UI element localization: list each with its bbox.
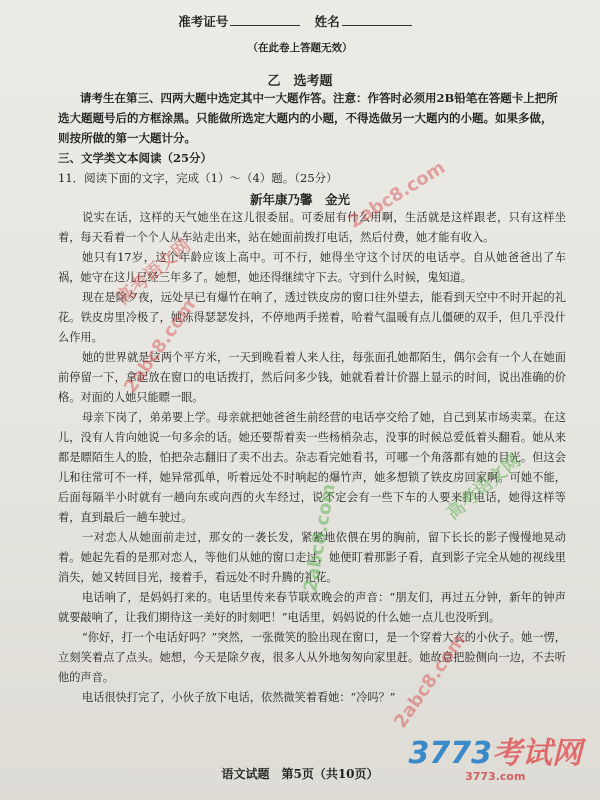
instructions: 请考生在第三、四两大题中选定其中一大题作答。注意：作答时必须用2B铅笔在答题卡上把所选大题题号后的方框涂黑。只能做所选定大题内的小题，不得选做另一大题内的小题。如果多做，则按所做的第一大题计分。 — [58, 91, 558, 145]
exam-id-blank — [230, 25, 300, 26]
question-11: 11．阅读下面的文字，完成（1）～（4）题。（25分） — [58, 171, 338, 185]
story-paragraph: 她只有17岁，这个年龄应该上高中。可不行，她得坐守这个讨厌的电话亭。自从她爸爸出了车祸，她守在这儿已经三年多了。她想，她还得继续守下去。守到什么时候，鬼知道。 — [58, 251, 566, 284]
watermark: 2abc8.com — [390, 630, 470, 733]
exam-id-label: 准考证号 — [178, 14, 229, 29]
part-heading: 三、文学类文本阅读（25分） — [58, 151, 213, 165]
story-paragraph: 电话很快打完了，小伙子放下电话，依然微笑着看她：“冷吗？” — [82, 691, 396, 704]
story-paragraph: 现在是除夕夜，远处早已有爆竹在响了，透过铁皮房的窗口往外望去，能看到天空中不时开起的礼花。铁皮房里冷极了，她冻得瑟瑟发抖，不停地两手搓着，哈着气温暖有点儿僵硬的双手，但几乎没什么作用。 — [58, 291, 566, 344]
logo-url: 3773.com — [465, 770, 526, 783]
logo-number: 3773 — [408, 736, 492, 771]
name-blank — [342, 25, 412, 26]
watermark: 高考语文网 — [112, 235, 196, 310]
story-paragraph: 一对恋人从她面前走过，那女的一袭长发，紧紧地依偎在男的胸前，留下长长的影子慢慢地晃动着。她起先看的是那对恋人，等他们从她的窗口走过，她便盯着那影子看，直到影子完全从她的视线里消失，她又转回目光，接着手，看远处不时升腾的礼花。 — [58, 531, 566, 584]
watermark: 2abc8.com — [300, 482, 340, 594]
page-header — [0, 12, 600, 55]
watermark: 2abc8.com — [120, 295, 200, 398]
watermark: 2abc8.com — [345, 157, 449, 233]
header-note: （在此卷上答题无效） — [247, 42, 353, 54]
story-title: 新年康乃馨 金光 — [249, 192, 350, 207]
watermark: 高考语文网 — [442, 450, 526, 525]
story-paragraph: 电话响了，是妈妈打来的。电话里传来春节联欢晚会的声音：“朋友们，再过五分钟，新年的钟声就要敲响了，让我们期待这一美好的时刻吧！”电话里，妈妈说的什么她一点儿也没听到。 — [58, 591, 566, 624]
logo-text: 考试网 — [492, 736, 582, 771]
story-paragraph: 母亲下岗了，弟弟要上学。母亲就把她爸爸生前经营的电话亭交给了她，自己到某市场卖菜。在这儿，没有人肯向她说一句多余的话。她还要帮着卖一些杨梢杂志，没事的时候总爱低着头翻看。她从来都是瞟陌生人的脸，怕把杂志翻旧了卖不出去。杂志看完她看书，可哪一个角落都有她的目光。但这会儿和往常可不一样，她异常孤单，听着远处不时响起的爆竹声，她多想锁了铁皮房回家啊。可她不能，后面每隔半小时就有一趟向东或向西的火车经过，说不定会有一些下车的人要来打电话，她得这样等着，直到最后一趟车驶过。 — [58, 411, 566, 524]
section-title: 乙 选考题 — [267, 74, 333, 89]
story-paragraph: 说实在话，这样的天气她坐在这儿很委屈。可委屈有什么用啊，生活就是这样跟老，只有这样坐着，每天看着一个个人从车站走出来，站在她面前拨打电话，然后付费，她才能有收入。 — [58, 211, 566, 244]
page-footer: 语文试题 第5页（共10页） — [221, 767, 379, 781]
story-paragraph: 她的世界就是这两个平方米，一天到晚看着人来人往，每张面孔她都陌生，偶尔会有一个人在她面前停留一下，拿起放在窗口的电话拨打，然后问多少钱，她就看着计价器上显示的时间，说出准确的价格。对面的人她只能瞟一眼。 — [58, 351, 566, 404]
story-paragraph: “你好，打一个电话好吗？”突然，一张微笑的脸出现在窗口，是一个穿着大衣的小伙子。她一愣，立刻笑着点了点头。她想，今天是除夕夜，很多人从外地匆匆向家里赶。她故意把脸侧向一边，不去听他的声音。 — [58, 631, 566, 684]
site-logo — [409, 728, 583, 783]
name-label: 姓名 — [314, 14, 340, 29]
